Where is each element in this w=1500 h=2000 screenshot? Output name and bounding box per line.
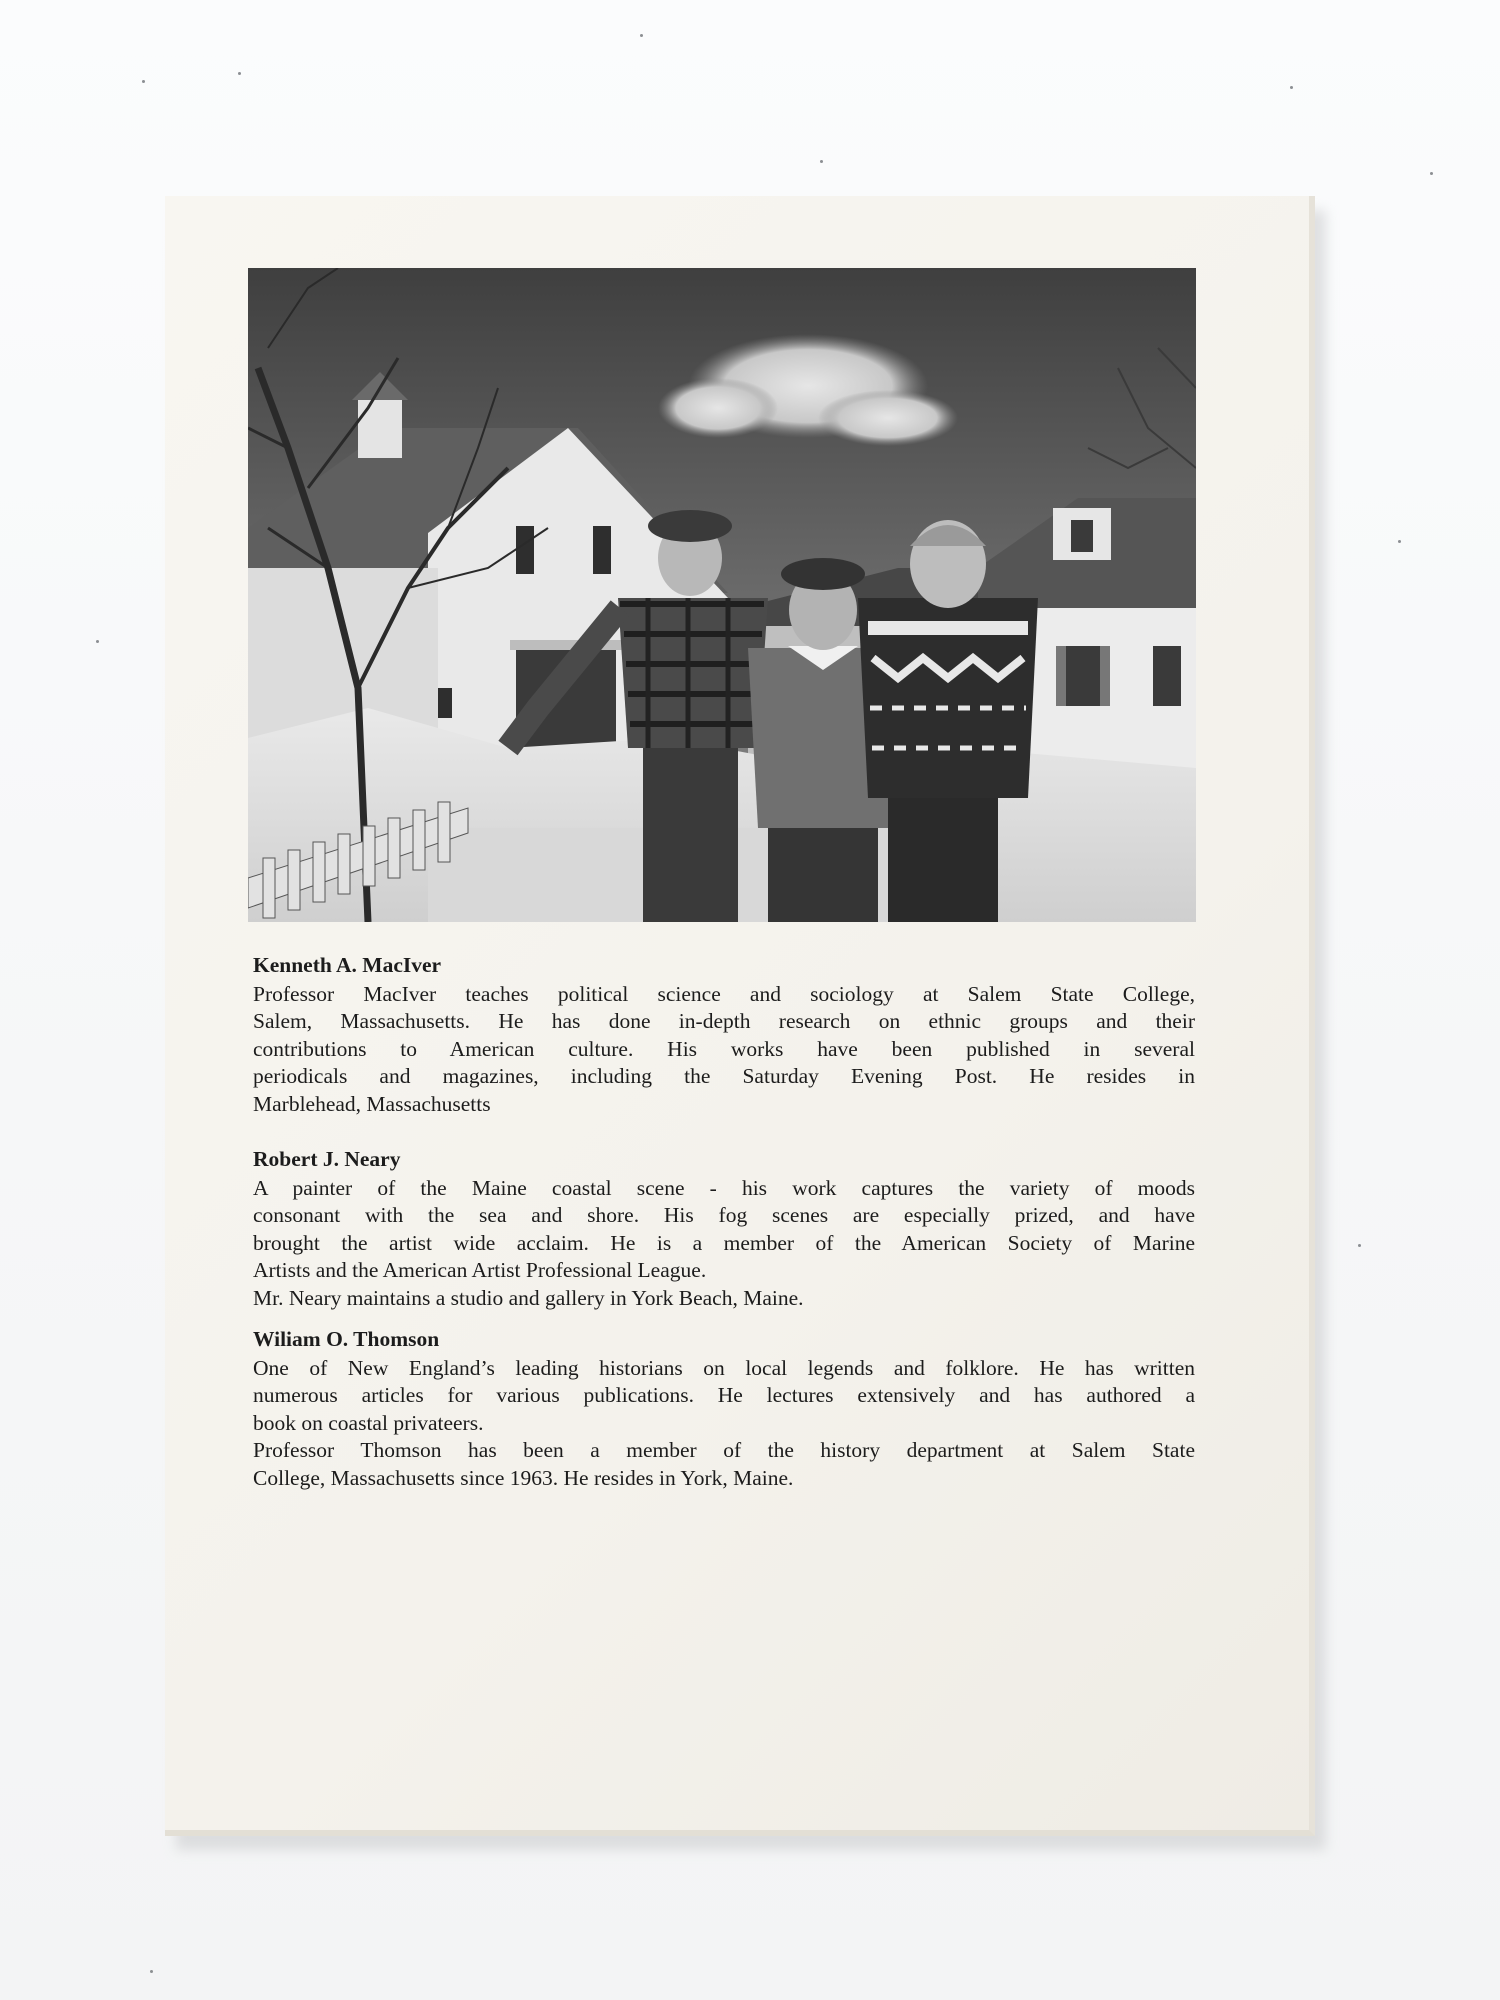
dormer-window xyxy=(1071,520,1093,552)
dust-speck xyxy=(150,1970,153,1973)
bio-line: One of New England’s leading historians on local legends and folklore. He has written xyxy=(253,1355,1195,1380)
bio-line: consonant with the sea and shore. His fog scenes are especially prized, and have xyxy=(253,1203,1195,1227)
cupola xyxy=(358,398,402,458)
cloud xyxy=(818,390,958,446)
dust-speck xyxy=(820,160,823,163)
dust-speck xyxy=(142,80,145,83)
bio-line: Marblehead, Massachusetts xyxy=(253,1091,491,1116)
bio-line: periodicals and magazines, including the Saturday Evening Post. He resides in xyxy=(253,1064,1195,1088)
bio-line: contributions to American culture. His works have been published in several xyxy=(253,1036,1195,1061)
bio-line: Salem, Massachusetts. He has done in-depth research on ethnic groups and their xyxy=(253,1009,1195,1033)
dust-speck xyxy=(96,640,99,643)
dust-speck xyxy=(640,34,643,37)
barn-window xyxy=(593,526,611,574)
house-window xyxy=(1066,646,1100,706)
dust-speck xyxy=(1398,540,1401,543)
author-photo xyxy=(248,268,1196,922)
barn-window xyxy=(516,526,534,574)
bio-maciver xyxy=(253,952,1195,1118)
author-bios xyxy=(253,952,1195,1492)
barn-window xyxy=(438,688,452,718)
bio-name: Kenneth A. MacIver xyxy=(253,953,442,977)
bio-line: Professor Thomson has been a member of the history department at Salem State xyxy=(253,1438,1195,1462)
bio-line: Artists and the American Artist Professional League. xyxy=(253,1258,707,1282)
bio-neary xyxy=(253,1146,1195,1312)
dust-speck xyxy=(1358,1244,1361,1247)
bio-line: brought the artist wide acclaim. He is a member of the American Society of Marine xyxy=(253,1230,1195,1255)
house-window xyxy=(1153,646,1181,706)
cloud xyxy=(658,378,778,438)
house-shutter xyxy=(1100,646,1110,706)
house-shutter xyxy=(1056,646,1066,706)
dust-speck xyxy=(1290,86,1293,89)
bio-line: book on coastal privateers. xyxy=(253,1410,484,1435)
bio-line: A painter of the Maine coastal scene - his work captures the variety of moods xyxy=(253,1175,1195,1200)
dust-speck xyxy=(238,72,241,75)
bio-line: Professor MacIver teaches political science and sociology at Salem State College, xyxy=(253,981,1195,1006)
bio-line: College, Massachusetts since 1963. He resides in York, Maine. xyxy=(253,1465,794,1490)
bio-name: Wiliam O. Thomson xyxy=(253,1327,440,1351)
dust-speck xyxy=(1430,172,1433,175)
bio-name: Robert J. Neary xyxy=(253,1147,401,1171)
bio-line: Mr. Neary maintains a studio and gallery in York Beach, Maine. xyxy=(253,1285,804,1310)
photo-illustration xyxy=(248,268,1196,922)
bio-thomson xyxy=(253,1326,1195,1492)
bio-line: numerous articles for various publications. He lectures extensively and has authored a xyxy=(253,1383,1195,1407)
